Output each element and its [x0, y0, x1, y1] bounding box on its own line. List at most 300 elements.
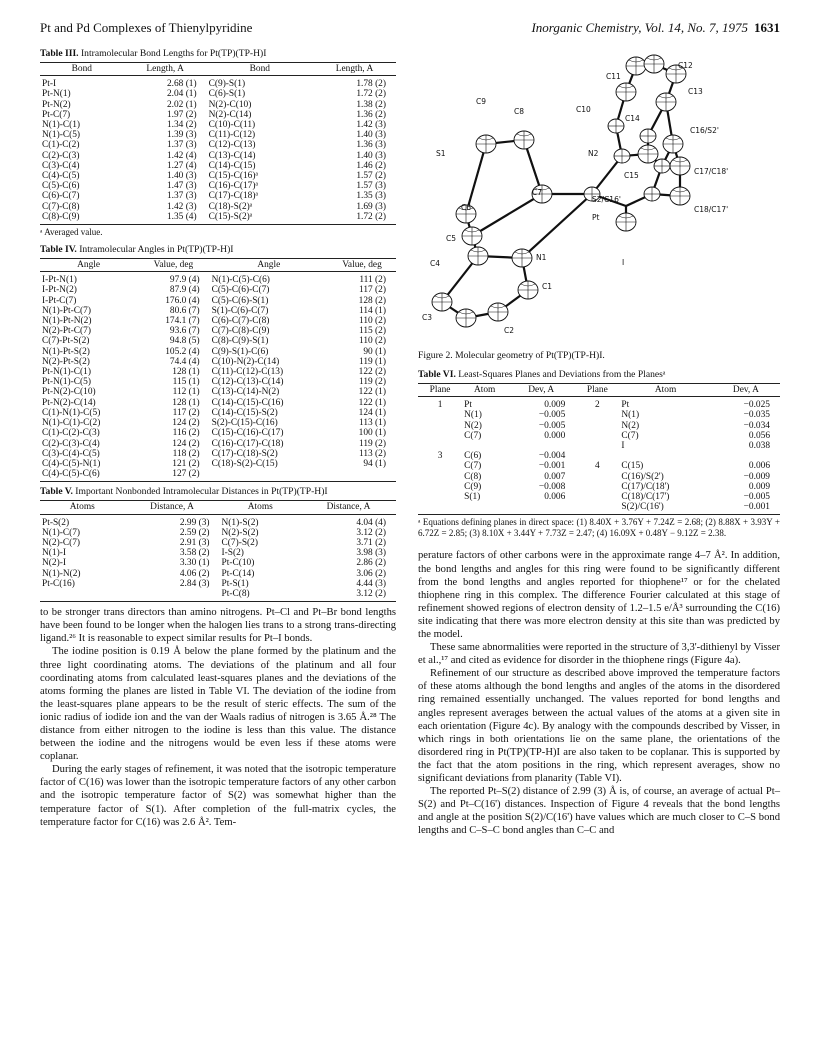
table-row	[40, 579, 396, 589]
table-cell: 1.72 (2)	[313, 212, 396, 225]
table-cell: 3.12 (2)	[356, 527, 386, 538]
table-row	[40, 285, 396, 295]
table-cell: 0.056	[748, 430, 770, 441]
table-cell	[418, 482, 462, 492]
atom-label: C7	[532, 188, 543, 197]
table-cell: −0.005	[538, 410, 566, 421]
table-row	[418, 421, 780, 431]
table-cell: Pt	[621, 400, 630, 411]
table-cell: 1.42 (4)	[166, 150, 197, 161]
table-cell: 1.40 (3)	[356, 150, 386, 161]
table4-col-header: Angle	[210, 259, 328, 272]
table-cell: I	[621, 441, 625, 452]
table-row	[418, 472, 780, 482]
figure2-caption	[418, 350, 780, 361]
table-cell: C(4)-C(5)-C(6)	[40, 469, 137, 482]
table-cell: C(7)	[621, 430, 639, 441]
table3-label: Table III.	[40, 48, 79, 59]
table-cell: C(5)-C(6)-C(7)	[211, 285, 270, 296]
table4-angles	[40, 258, 396, 482]
table-cell: C(15)-C(16)-C(17)	[211, 428, 284, 439]
table-cell: 1.42 (3)	[356, 120, 386, 131]
table-row	[40, 151, 396, 161]
table-cell: N(2)	[621, 420, 640, 431]
table-cell: 1.46 (2)	[356, 160, 386, 171]
table-cell: 0.006	[544, 492, 566, 503]
table-cell: Pt-C(8)	[220, 589, 302, 602]
table-cell	[575, 472, 619, 482]
table-cell: 115 (2)	[359, 326, 386, 337]
table3-col-header: Length, A	[124, 63, 207, 76]
table-cell: 1.39 (3)	[166, 130, 197, 141]
table-cell: 1.34 (2)	[166, 120, 197, 131]
atom-label: C5	[446, 234, 457, 243]
table5-col-header: Distance, A	[301, 501, 396, 514]
atom-label: N2	[588, 149, 599, 158]
table-cell: 2.86 (2)	[356, 558, 386, 569]
atom-label: S1	[436, 149, 446, 158]
table-cell	[418, 421, 462, 431]
table5-label: Table V.	[40, 486, 73, 498]
left-column	[40, 44, 396, 829]
table-cell: 3.06 (2)	[356, 568, 386, 579]
atom-label: Pt	[592, 213, 600, 222]
table-cell: 1.36 (3)	[356, 140, 386, 151]
table-row	[40, 110, 396, 120]
table-cell: C(8)-C(9)-S(1)	[211, 336, 269, 347]
table-row	[40, 377, 396, 387]
table-cell: N(1)-C(7)	[42, 527, 81, 538]
table-cell: −0.025	[743, 400, 770, 411]
table-row	[40, 347, 396, 357]
atom-label: C10	[576, 105, 591, 114]
table-cell	[418, 441, 462, 451]
table-cell: 118 (2)	[172, 448, 200, 459]
table-cell: C(7)-S(2)	[221, 537, 258, 548]
table-cell: 176.0 (4)	[165, 295, 200, 306]
table-cell	[507, 502, 575, 515]
table-cell: Pt	[464, 400, 472, 411]
table-cell: 100 (1)	[358, 428, 386, 439]
table-cell: 0.006	[748, 461, 770, 472]
table-cell: 124 (1)	[358, 407, 386, 418]
table-cell: N(2)-Pt-C(7)	[42, 326, 91, 337]
table5-col-header: Distance, A	[125, 501, 220, 514]
table-cell: 4.06 (2)	[179, 568, 210, 579]
table-cell: Pt-N(2)	[42, 99, 71, 110]
atom-label: C15	[624, 171, 639, 180]
table-cell: N(1)-C(1)-C(2)	[42, 418, 101, 429]
table-cell: C(6)-C(7)-C(8)	[211, 316, 270, 327]
table3-bond-lengths	[40, 62, 396, 225]
table-cell: I-S(2)	[221, 548, 244, 559]
table-cell: C(5)-C(6)	[42, 181, 80, 192]
table-cell: N(1)-Pt-C(7)	[42, 305, 91, 316]
table5-caption	[40, 486, 396, 498]
table-cell: −0.001	[538, 461, 566, 472]
table-cell: Pt-C(14)	[221, 568, 255, 579]
table-row	[40, 367, 396, 377]
table-cell: Pt-N(2)-C(14)	[42, 397, 96, 408]
table-cell: −0.009	[743, 471, 770, 482]
atom-label: S2/C16'	[592, 195, 621, 204]
table-cell: 1.27 (4)	[166, 160, 197, 171]
table-cell: 122 (1)	[358, 387, 386, 398]
table-row	[40, 589, 396, 602]
table-cell: N(2)	[464, 420, 482, 431]
table-cell	[575, 451, 619, 461]
table-cell: C(13)-C(14)	[208, 150, 256, 161]
table-cell: 1.35 (4)	[124, 212, 207, 225]
table-cell: 1.37 (3)	[166, 191, 197, 202]
table-row	[40, 171, 396, 181]
table-row	[418, 441, 780, 451]
table-cell: 1.40 (3)	[166, 171, 197, 182]
table-cell: C(3)-C(4)	[42, 160, 80, 171]
table-cell: 116 (2)	[172, 428, 200, 439]
table-row	[40, 469, 396, 482]
table-cell: C(11)-C(12)	[208, 130, 256, 141]
table-cell: C(17)-C(18)ᵃ	[208, 191, 259, 202]
atom-label: C13	[688, 87, 703, 96]
table-cell: Pt-C(7)	[42, 109, 71, 120]
table-cell: 4	[594, 461, 600, 472]
table-cell: 3.98 (3)	[356, 548, 386, 559]
table3-title: Intramolecular Bond Lengths for Pt(TP)(TP-H)I	[80, 48, 267, 59]
table-cell: 1.72 (2)	[356, 89, 386, 100]
table-cell	[575, 421, 619, 431]
atom-label: C12	[678, 61, 693, 70]
table-row	[418, 431, 780, 441]
table-cell: 90 (1)	[363, 346, 386, 357]
table-cell: C(4)-C(5)	[42, 171, 80, 182]
table-cell: C(6)	[464, 451, 482, 462]
table-row	[40, 130, 396, 140]
table-cell: 74.4 (4)	[169, 356, 200, 367]
table-cell: 1.40 (3)	[356, 130, 386, 141]
atom-label: C11	[606, 72, 621, 81]
table-cell: C(7)-Pt-S(2)	[42, 336, 90, 347]
table-row	[40, 212, 396, 225]
table-cell: 114 (1)	[359, 305, 386, 316]
table6-col-header: Atom	[462, 384, 507, 397]
table-cell	[418, 431, 462, 441]
running-header	[40, 20, 780, 40]
right-column	[418, 44, 780, 838]
table-cell: N(2)-S(2)	[221, 527, 259, 538]
body-paragraph: During the early stages of refinement, it was noted that the isotropic temperature factor of C(16) was lower than the isotropic temperature factors of any other carbon and the isotropic temperature factor of S(2) was somewhat higher than the temperature factor of S(1). After completion of the full-matrix cycles, the temperature factor for C(16) was 2.6 Å². Tem-	[40, 764, 396, 828]
table-cell: N(2)-C(14)	[208, 109, 252, 120]
table-cell: S(1)-C(6)-C(7)	[211, 305, 269, 316]
table-cell: C(1)-C(2)	[42, 140, 80, 151]
table-cell: −0.005	[538, 420, 566, 431]
table-row	[40, 296, 396, 306]
atom-label: N1	[536, 253, 547, 262]
table3-col-header: Bond	[40, 63, 124, 76]
table-cell: N(1)	[464, 410, 482, 421]
table-row	[40, 100, 396, 110]
table-row	[40, 191, 396, 201]
table-row	[40, 316, 396, 326]
atom-label: C9	[476, 97, 487, 106]
table-cell: 1.57 (3)	[356, 181, 386, 192]
table4-col-header: Value, deg	[137, 259, 209, 272]
atom-label: C8	[514, 107, 525, 116]
atom-label: C2	[504, 326, 515, 335]
table6-title: Least-Squares Planes and Deviations from the Planesᵃ	[458, 369, 666, 380]
table-row	[40, 76, 396, 90]
table-cell: 117 (2)	[359, 285, 386, 296]
atom-label: I	[622, 258, 625, 267]
table-cell: C(14)-C(15)-C(16)	[211, 397, 284, 408]
body-paragraph: to be stronger trans directors than amino nitrogens. Pt–Cl and Pt–Br bond lengths have been found to be longer when the halogen lies trans to a strong trans-directing ligand.²⁶ It is reasonable to expect similar results for Pt–I bonds.	[40, 607, 396, 645]
table-cell: C(15)-S(2)ᵃ	[207, 212, 313, 225]
table-cell: C(5)-C(6)-S(1)	[211, 295, 269, 306]
table-row	[40, 181, 396, 191]
table-cell: I-Pt-N(2)	[42, 285, 77, 296]
table-cell: C(17)/C(18')	[621, 481, 670, 492]
table-cell: 128 (2)	[358, 295, 386, 306]
table-cell: C(1)-N(1)-C(5)	[42, 407, 101, 418]
table-cell: C(2)-C(3)	[42, 150, 80, 161]
body-paragraph: These same abnormalities were reported in the structure of 3,3'-dithienyl by Visser et al.,¹⁷ and cited as evidence for disorder in the thiophene rings (Figure 4a).	[418, 642, 780, 667]
table-cell: C(13)-C(14)-N(2)	[211, 387, 280, 398]
table-cell: 0.009	[544, 400, 566, 411]
table-row	[40, 336, 396, 346]
table-cell: 94 (1)	[363, 458, 386, 469]
table6-col-header: Dev, A	[507, 384, 575, 397]
table-cell: N(2)-C(10)	[208, 99, 252, 110]
body-paragraph: perature factors of other carbons were in the approximate range 4–7 Å². In addition, the bond lengths and angles for this ring were found to be significantly different from the bond lengths and angles reported for thiophene¹⁷ or for the chelated thiophene ring in this complex. The difference Fourier calculated at this stage of refinement showed regions of electron density of 1.2–1.5 e/Å³ surrounding the C(16) site indicating that there was more electron density at this site than was predicted by the model.	[418, 550, 780, 640]
table6-col-header: Plane	[575, 384, 619, 397]
table-cell: N(2)-Pt-S(2)	[42, 356, 90, 367]
atom-label: C14	[625, 114, 640, 123]
table-cell: C(17)-C(18)-S(2)	[211, 448, 278, 459]
table-cell	[575, 431, 619, 441]
table-cell: −0.008	[538, 481, 566, 492]
atom-label: C16/S2'	[690, 126, 719, 135]
table-row	[40, 538, 396, 548]
table-cell: Pt-C(10)	[221, 558, 255, 569]
table-cell: C(7)	[464, 430, 482, 441]
table4-label: Table IV.	[40, 244, 77, 256]
table-cell: −0.001	[712, 502, 780, 515]
page-number: 1631	[754, 20, 780, 35]
table5-col-header: Atoms	[40, 501, 125, 514]
table4-col-header: Value, deg	[328, 259, 396, 272]
table-cell: −0.005	[743, 492, 770, 503]
table-cell: C(18)-S(2)-C(15)	[211, 458, 278, 469]
table-cell: N(1)-I	[42, 548, 66, 559]
table-cell: 1	[437, 400, 443, 411]
table-cell	[418, 502, 462, 515]
table-cell: S(2)/C(16')	[619, 502, 711, 515]
figure2-label: Figure 2.	[418, 350, 453, 361]
table-row	[40, 449, 396, 459]
table6-label: Table VI.	[418, 369, 456, 380]
table-row	[418, 482, 780, 492]
table-cell: N(1)-Pt-S(2)	[42, 346, 90, 357]
table-cell: 124 (2)	[172, 418, 200, 429]
table-cell: Pt-C(16)	[42, 578, 75, 589]
table5-title: Important Nonbonded Intramolecular Distances in Pt(TP)(TP-H)I	[75, 486, 328, 498]
table-cell: 119 (1)	[359, 356, 386, 367]
table-cell: N(1)-Pt-N(2)	[42, 316, 92, 327]
table-cell	[575, 502, 619, 515]
table5-nonbonded-distances	[40, 500, 396, 602]
table-cell	[619, 451, 711, 461]
table-cell: 2.59 (2)	[179, 527, 210, 538]
table-row	[40, 120, 396, 130]
table-cell: 1.37 (3)	[166, 140, 197, 151]
table-row	[40, 387, 396, 397]
table-cell	[418, 461, 462, 471]
table-row	[418, 502, 780, 515]
table-cell	[462, 441, 507, 451]
table-cell: 2.04 (1)	[166, 89, 197, 100]
table-row	[40, 202, 396, 212]
table3-header-row	[40, 63, 396, 76]
table4-body	[40, 272, 396, 482]
table-cell: 3.30 (1)	[179, 558, 210, 569]
table-row	[418, 410, 780, 420]
table-cell: 127 (2)	[137, 469, 209, 482]
table-row	[40, 357, 396, 367]
table-cell: C(4)-C(5)-N(1)	[42, 458, 101, 469]
table-cell	[507, 441, 575, 451]
table6-header-row	[418, 384, 780, 397]
table-cell: 4.44 (3)	[356, 578, 386, 589]
table-cell: S(2)-C(15)-C(16)	[211, 418, 278, 429]
table-row	[40, 272, 396, 286]
table-cell: 115 (1)	[172, 377, 200, 388]
table-cell: C(1)-C(2)-C(3)	[42, 428, 100, 439]
atom-label: C18/C17'	[694, 205, 729, 214]
table-row	[40, 439, 396, 449]
table-row	[418, 451, 780, 461]
atom-ellipsoids	[432, 55, 690, 327]
table6-least-squares-planes	[418, 383, 780, 515]
table3-col-header: Bond	[207, 63, 313, 76]
table-cell: 93.6 (7)	[169, 326, 200, 337]
table6-col-header: Atom	[619, 384, 711, 397]
table-cell: C(9)-S(1)-C(6)	[211, 346, 269, 357]
table-cell: C(7)	[464, 461, 482, 472]
table5-col-header: Atoms	[220, 501, 302, 514]
table-cell: Pt-S(1)	[221, 578, 249, 589]
table-cell: N(2)-I	[42, 558, 66, 569]
table-cell: N(1)-C(1)	[42, 120, 81, 131]
table-cell: 1.97 (2)	[166, 109, 197, 120]
table-cell: I-Pt-N(1)	[42, 275, 77, 286]
table-row	[418, 397, 780, 411]
table-cell: 119 (2)	[359, 377, 386, 388]
body-paragraph: The reported Pt–S(2) distance of 2.99 (3) Å is, of course, an average of actual Pt–S(2) and Pt–C(16') distances. Inspection of Figure 4 reveals that the bond lengths and angle at the position S(2)/C(16') have values which are much closer to C–S bond lengths and C–S–C bond angles than C–C and	[418, 786, 780, 837]
table-cell: 3.12 (2)	[301, 589, 396, 602]
table-cell: C(12)-C(13)-C(14)	[211, 377, 284, 388]
table-row	[40, 306, 396, 316]
table3-caption	[40, 48, 396, 60]
table-cell: 0.000	[544, 430, 566, 441]
table-cell: N(1)	[621, 410, 640, 421]
table-cell: C(11)-C(12)-C(13)	[211, 367, 284, 378]
table-row	[40, 558, 396, 568]
table-cell: 1.35 (3)	[356, 191, 386, 202]
table-row	[40, 459, 396, 469]
right-body-text	[418, 549, 780, 837]
table-cell: 112 (1)	[172, 387, 200, 398]
table-cell: 0.038	[748, 441, 770, 452]
table-cell: Pt-N(1)-C(1)	[42, 367, 91, 378]
table-cell: 97.9 (4)	[169, 275, 200, 286]
table-cell: 1.69 (3)	[356, 201, 386, 212]
table-cell: 110 (2)	[359, 336, 386, 347]
table6-caption	[418, 369, 780, 381]
table-cell	[575, 410, 619, 420]
table-cell: 105.2 (4)	[165, 346, 200, 357]
table-cell: C(12)-C(13)	[208, 140, 256, 151]
table-cell: 3.71 (2)	[356, 537, 386, 548]
table-cell	[125, 589, 220, 602]
table-row	[40, 326, 396, 336]
table-row	[40, 408, 396, 418]
table-cell: Pt-N(1)	[42, 89, 71, 100]
table4-col-header: Angle	[40, 259, 137, 272]
table-cell: C(18)-S(2)ᵃ	[208, 201, 253, 212]
table-row	[40, 418, 396, 428]
table-cell: 113 (2)	[359, 448, 386, 459]
table-cell	[210, 469, 328, 482]
table-row	[40, 140, 396, 150]
table5-header-row	[40, 501, 396, 514]
table-cell: 122 (2)	[358, 367, 386, 378]
ortep-drawing	[418, 44, 780, 350]
table-cell	[418, 410, 462, 420]
table-cell: 119 (2)	[359, 438, 386, 449]
table-cell: C(7)-C(8)	[42, 201, 80, 212]
table-cell: −0.004	[538, 451, 566, 462]
table-cell: 128 (1)	[172, 397, 200, 408]
table-cell: C(14)-C(15)	[208, 160, 256, 171]
table-row	[418, 492, 780, 502]
body-paragraph: Refinement of our structure as described above improved the temperature factors of these atoms although the bond lengths and angles of the atoms in the disordered ring remained essentially unchanged. The values reported for bond lengths and angles represent averages between the actual values of the atoms at a given site in each orientation (Figure 4c). By analogy with the compounds described by Visser, in which rings in both orientations lie on the same plane, the orientations of the disordered ring in Pt(TP)(TP-H)I are also taken to be coplanar. This is supported by the fact that the atom positions in the ring, which represent averages, show no significant deviations from planarity (Table VI).	[418, 668, 780, 785]
table-cell: I-Pt-C(7)	[42, 295, 77, 306]
atom-label: C17/C18'	[694, 167, 729, 176]
table5-body	[40, 514, 396, 602]
table-cell	[40, 589, 125, 602]
table-cell: 0.009	[748, 481, 770, 492]
table-cell: 2.99 (3)	[179, 517, 210, 528]
table-cell: C(16)-C(17)-C(18)	[211, 438, 284, 449]
table-cell: N(1)-S(2)	[221, 517, 259, 528]
atom-label: C1	[542, 282, 553, 291]
table-cell: 1.57 (2)	[356, 171, 386, 182]
table-cell: −0.035	[743, 410, 770, 421]
table-cell: C(16)/S(2')	[621, 471, 664, 482]
table-cell: 122 (1)	[358, 397, 386, 408]
table-cell: 2.68 (1)	[166, 79, 197, 90]
table-row	[40, 514, 396, 528]
table-cell: N(1)-N(2)	[42, 568, 81, 579]
table-cell	[462, 502, 507, 515]
journal-name: Inorganic Chemistry, Vol. 14, No. 7, 1975	[531, 20, 748, 35]
article-running-title: Pt and Pd Complexes of Thienylpyridine	[40, 20, 253, 35]
table-cell: 4.04 (4)	[356, 517, 386, 528]
table-row	[40, 569, 396, 579]
table-row	[40, 89, 396, 99]
table-row	[40, 548, 396, 558]
table-cell: C(8)-C(9)	[40, 212, 124, 225]
